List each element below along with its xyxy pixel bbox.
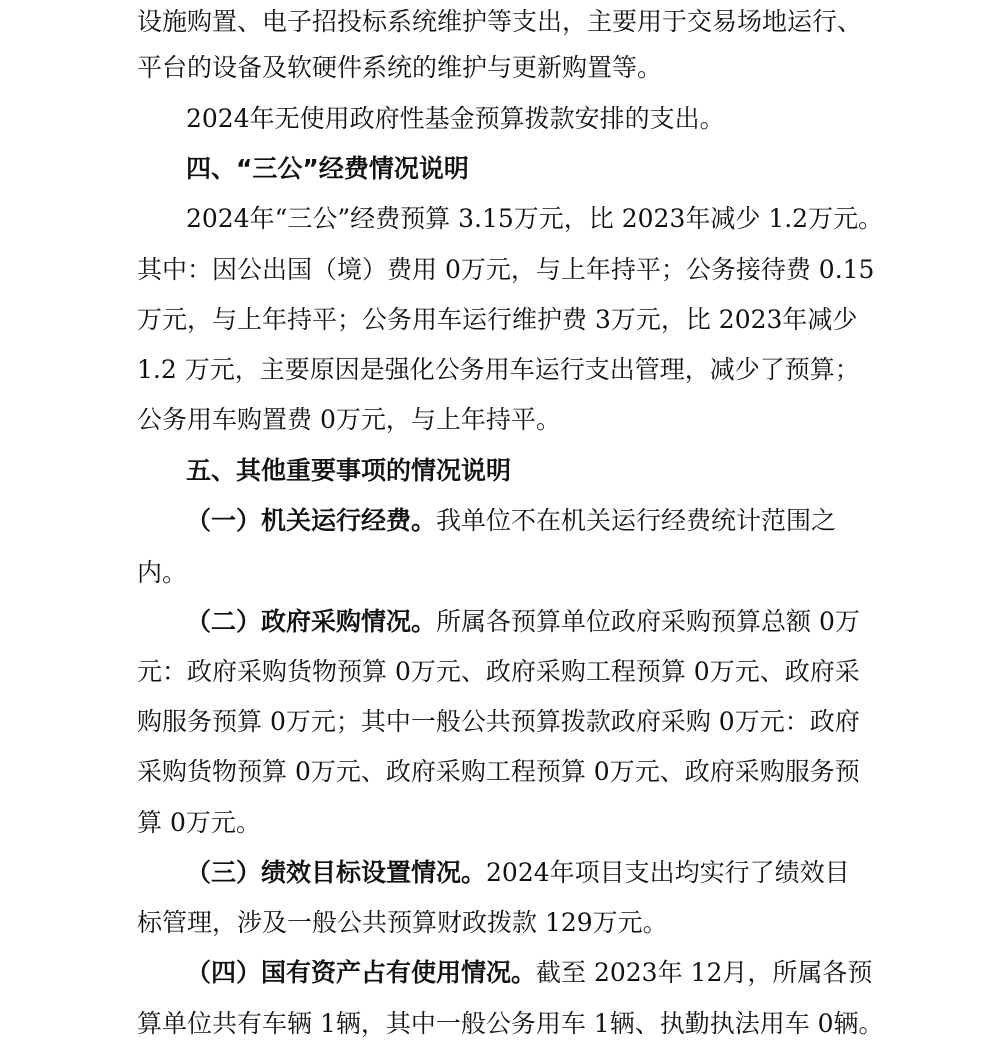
paragraph-item-1-first-line	[186, 499, 836, 543]
body-text-line: 元：政府采购货物预算 0万元、政府采购工程预算 0万元、政府采	[137, 657, 860, 686]
item-4-text: 截至 2023年 12月，所属各预	[536, 958, 873, 987]
body-text-line: 采购货物预算 0万元、政府采购工程预算 0万元、政府采购服务预	[137, 757, 860, 786]
body-text-line: 万元，与上年持平；公务用车运行维护费 3万元，比 2023年减少	[137, 305, 858, 334]
body-text-line: 设施购置、电子招投标系统维护等支出，主要用于交易场地运行、	[137, 7, 863, 36]
body-text-line: 内。	[137, 558, 188, 587]
item-2-label: （二）政府采购情况。	[186, 607, 437, 636]
item-2-text: 所属各预算单位政府采购预算总额 0万	[436, 607, 860, 636]
item-1-label: （一）机关运行经费。	[186, 506, 437, 535]
body-text-line: 标管理，涉及一般公共预算财政拨款 129万元。	[137, 908, 668, 937]
item-3-label: （三）绩效目标设置情况。	[186, 858, 487, 887]
body-text-line: 1.2 万元，主要原因是强化公务用车运行支出管理，减少了预算；	[137, 355, 860, 384]
paragraph-item-2-first-line	[186, 600, 860, 644]
body-text-line: 购服务预算 0万元；其中一般公共预算拨款政府采购 0万元：政府	[137, 707, 860, 736]
body-text-line: 平台的设备及软硬件系统的维护与更新购置等。	[137, 53, 663, 82]
item-4-label: （四）国有资产占有使用情况。	[186, 958, 537, 987]
body-text-line: 公务用车购置费 0万元，与上年持平。	[137, 405, 561, 434]
section-heading-4: 四、“三公”经费情况说明	[186, 154, 469, 183]
body-text-line: 其中：因公出国（境）费用 0万元，与上年持平；公务接待费 0.15	[137, 255, 875, 284]
paragraph-item-4-first-line	[186, 951, 872, 995]
section-heading-5: 五、其他重要事项的情况说明	[186, 456, 512, 485]
paragraph-item-3-first-line	[186, 851, 850, 895]
item-3-text: 2024年项目支出均实行了绩效目	[486, 858, 850, 887]
body-text-line: 2024年无使用政府性基金预算拨款安排的支出。	[186, 104, 725, 133]
body-text-line: 算 0万元。	[137, 808, 261, 837]
item-1-text: 我单位不在机关运行经费统计范围之	[436, 506, 837, 535]
body-text-line: 2024年“三公”经费预算 3.15万元，比 2023年减少 1.2万元。	[186, 204, 884, 233]
body-text-line: 算单位共有车辆 1辆，其中一般公务用车 1辆、执勤执法用车 0辆。	[137, 1009, 884, 1038]
